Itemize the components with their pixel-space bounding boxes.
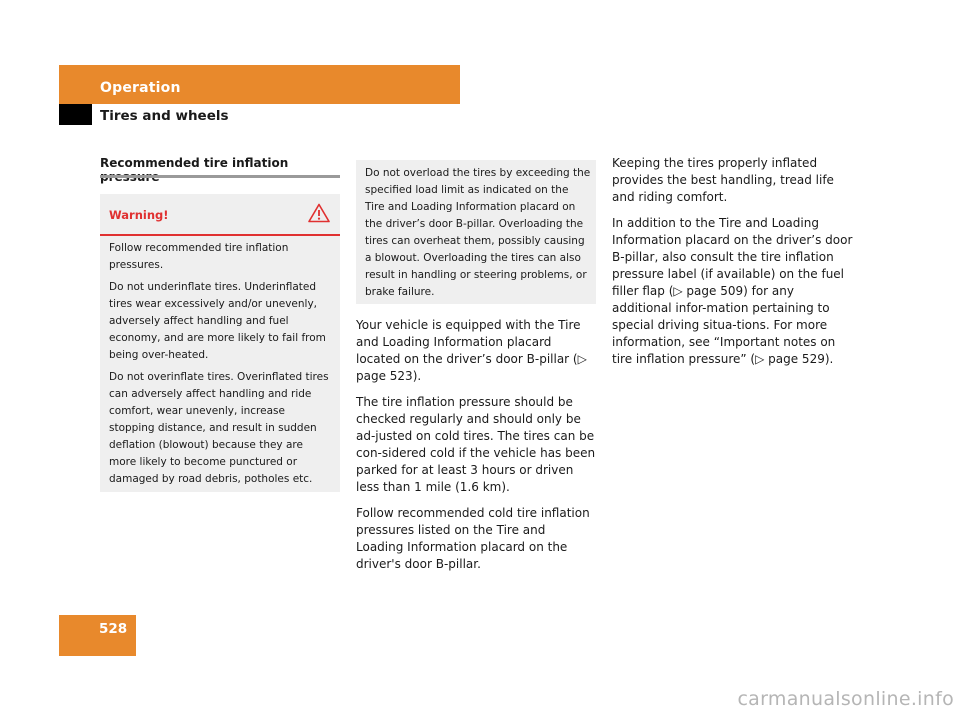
overload-note-box xyxy=(356,160,596,304)
warning-body xyxy=(109,240,333,493)
subsection-marker xyxy=(59,104,92,125)
heading-rule xyxy=(100,175,340,178)
warning-header xyxy=(100,194,340,236)
subsection-title: Tires and wheels xyxy=(100,108,229,124)
section-title: Operation xyxy=(100,80,181,96)
body-paragraph: In addition to the Tire and Loading Information placard on the driver’s door B-pillar, also consult the tire inflation pressure label (if available) on the fuel filler flap (▷ page 509) for any additional infor-mation pertaining to special driving situa-tions. For more information, see “Important notes on tire inflation pressure” (▷ page 529). xyxy=(612,216,853,366)
column-2-text xyxy=(356,317,596,582)
watermark: carmanualsonline.info xyxy=(737,688,954,710)
body-paragraph: Keeping the tires properly inflated provides the best handling, tread life and riding comfort. xyxy=(612,156,834,204)
page-number: 528 xyxy=(99,621,128,637)
warning-box xyxy=(100,194,340,492)
topic-heading: Recommended tire inflation xyxy=(100,156,289,170)
warning-paragraph: Follow recommended tire inflation pressures. xyxy=(109,242,289,271)
body-paragraph: Follow recommended cold tire inflation pressures listed on the Tire and Loading Information placard on the driver's door B-pillar. xyxy=(356,506,590,571)
body-paragraph: Your vehicle is equipped with the Tire and Loading Information placard located on the driver’s door B-pillar (▷ page 523). xyxy=(356,318,587,383)
body-paragraph: The tire inflation pressure should be checked regularly and should only be ad-justed on cold tires. The tires can be con-sidered cold if the vehicle has been parked for at least 3 hours or driven less than 1 mile (1.6 km). xyxy=(356,395,596,494)
column-3-text xyxy=(612,155,854,377)
warning-paragraph: Do not overinflate tires. Overinflated tires can adversely affect handling and ride comfort, wear unevenly, increase stopping distance, and result in sudden deflation (blowout) because they are more likely to become punctured or damaged by road debris, potholes etc. xyxy=(109,371,329,485)
warning-triangle-icon xyxy=(308,203,330,223)
warning-paragraph: Do not underinflate tires. Underinflated tires wear excessively and/or unevenly, adversely affect handling and fuel economy, and are more likely to fail from being over-heated. xyxy=(109,281,326,361)
overload-note-text: Do not overload the tires by exceeding the specified load limit as indicated on the Tire and Loading Information placard on the driver’s door B-pillar. Overloading the tires can overheat them, possibly causing a blowout. Overloading the tires can also result in handling or steering problems, or brake failure. xyxy=(365,167,591,298)
warning-title: Warning! xyxy=(109,208,169,222)
